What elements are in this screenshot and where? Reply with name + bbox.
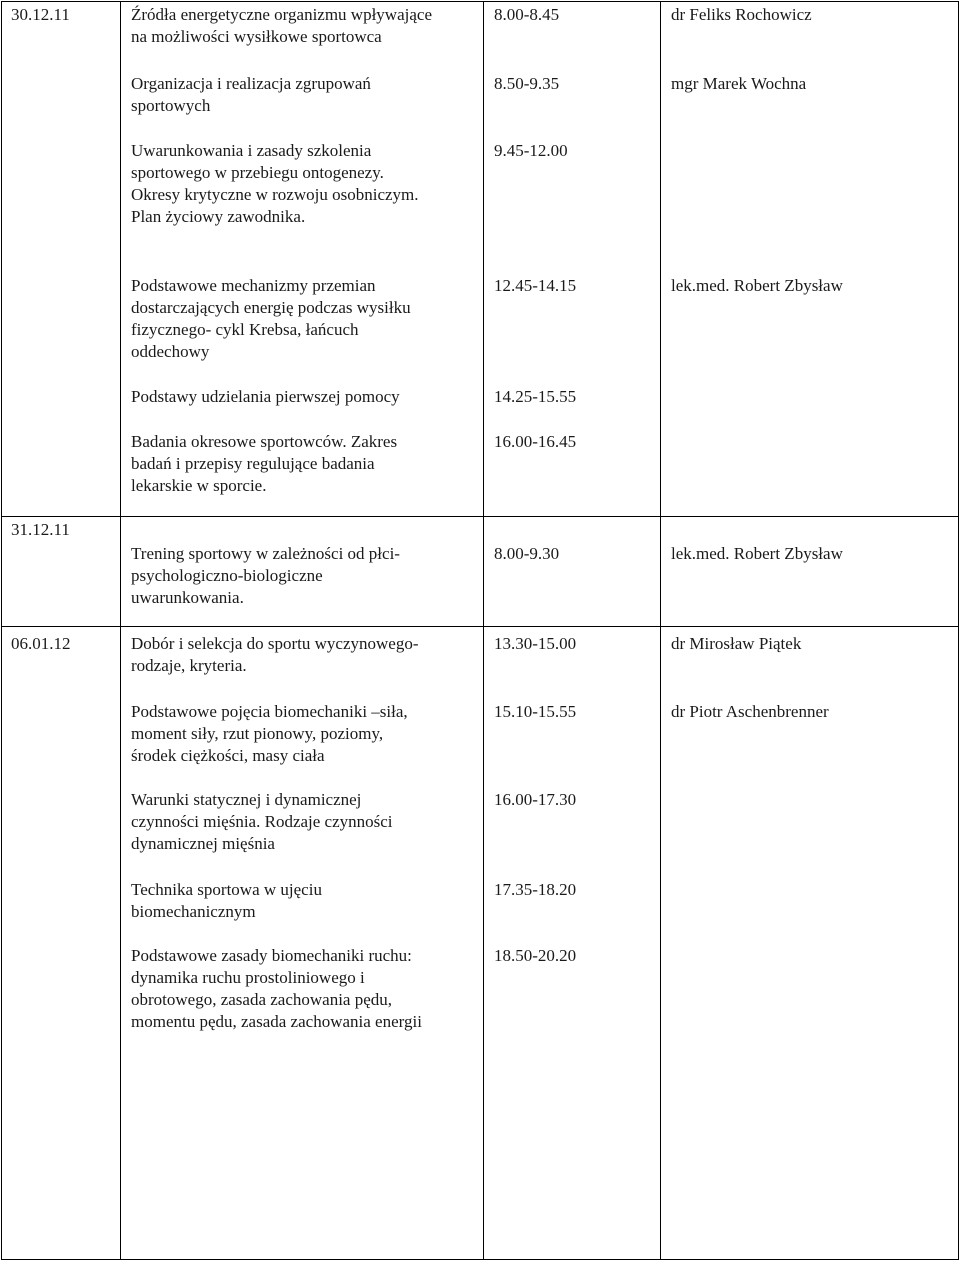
lecturer-cell: lek.med. Robert Zbysław <box>671 544 843 563</box>
topic-cell: Podstawowe pojęcia biomechaniki –siła, moment siły, rzut pionowy, poziomy, środek ciężkości, masy ciała <box>131 702 408 765</box>
topic-cell: Organizacja i realizacja zgrupowań sportowych <box>131 74 371 115</box>
time-cell: 8.50-9.35 <box>494 74 560 93</box>
time-cell: 13.30-15.00 <box>494 634 577 653</box>
topic-cell: Uwarunkowania i zasady szkolenia sportowego w przebiegu ontogenezy. Okresy krytyczne w rozwoju osobniczym. Plan życiowy zawodnika. <box>131 141 419 226</box>
topic-cell: Badania okresowe sportowców. Zakres badań i przepisy regulujące badania lekarskie w sporcie. <box>131 432 398 495</box>
row-divider-date-2 <box>1 626 959 627</box>
time-cell: 18.50-20.20 <box>494 946 577 965</box>
topic-cell: Technika sportowa w ujęciu biomechanicznym <box>131 880 322 921</box>
time-cell: 8.00-8.45 <box>494 5 560 24</box>
time-cell: 16.00-16.45 <box>494 432 577 451</box>
table-border-left <box>1 1 2 1260</box>
time-cell: 8.00-9.30 <box>494 544 560 563</box>
time-cell: 9.45-12.00 <box>494 141 568 160</box>
topic-cell: Warunki statycznej i dynamicznej czynności mięśnia. Rodzaje czynności dynamicznej mięśnia <box>131 790 393 853</box>
column-divider-date <box>120 1 121 1260</box>
date-cell: 30.12.11 <box>11 5 70 24</box>
topic-cell: Podstawowe zasady biomechaniki ruchu: dynamika ruchu prostoliniowego i obrotowego, zasada zachowania pędu, momentu pędu, zasada zachowania energii <box>131 946 422 1031</box>
lecturer-cell: mgr Marek Wochna <box>671 74 807 93</box>
column-divider-topic <box>483 1 484 1260</box>
time-cell: 16.00-17.30 <box>494 790 577 809</box>
topic-cell: Źródła energetyczne organizmu wpływające na możliwości wysiłkowe sportowca <box>131 5 432 46</box>
lecturer-cell: lek.med. Robert Zbysław <box>671 276 843 295</box>
table-border-right <box>958 1 959 1260</box>
date-cell: 31.12.11 <box>11 520 70 539</box>
table-border-bottom <box>1 1259 959 1260</box>
time-cell: 12.45-14.15 <box>494 276 577 295</box>
lecturer-cell: dr Piotr Aschenbrenner <box>671 702 829 721</box>
table-border-top <box>1 1 959 2</box>
topic-cell: Podstawowe mechanizmy przemian dostarczających energię podczas wysiłku fizycznego- cykl Krebsa, łańcuch oddechowy <box>131 276 411 361</box>
time-cell: 17.35-18.20 <box>494 880 577 899</box>
topic-cell: Trening sportowy w zależności od płci- psychologiczno-biologiczne uwarunkowania. <box>131 544 400 607</box>
date-cell: 06.01.12 <box>11 634 71 653</box>
row-divider-date-1 <box>1 516 959 517</box>
time-cell: 14.25-15.55 <box>494 387 577 406</box>
time-cell: 15.10-15.55 <box>494 702 577 721</box>
column-divider-time <box>660 1 661 1260</box>
topic-cell: Podstawy udzielania pierwszej pomocy <box>131 387 400 406</box>
topic-cell: Dobór i selekcja do sportu wyczynowego- rodzaje, kryteria. <box>131 634 419 675</box>
lecturer-cell: dr Mirosław Piątek <box>671 634 802 653</box>
lecturer-cell: dr Feliks Rochowicz <box>671 5 812 24</box>
